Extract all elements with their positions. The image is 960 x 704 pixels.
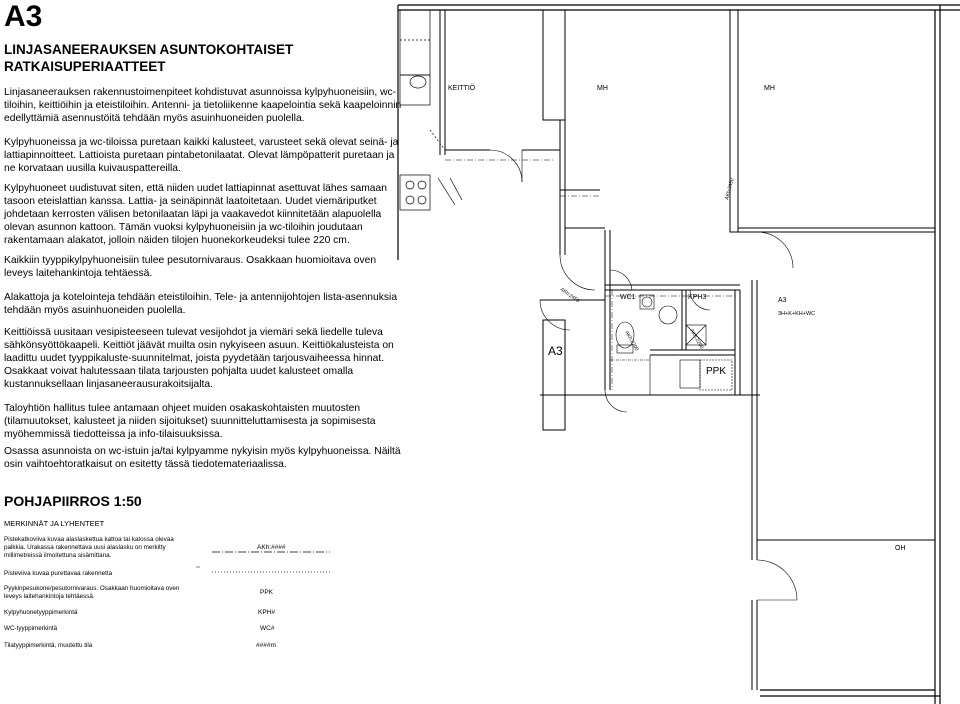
room-label-kitchen: KEITTIÖ <box>448 85 476 92</box>
legend-item-ppk: Pyykinpesukone/pesutornivaraus. Osakkaan huomioitava oven leveys laitehankintoja tehtäessä. <box>4 585 180 600</box>
room-label-wc: WC1 <box>620 294 636 301</box>
room-label-mh-2: MH <box>764 85 775 92</box>
legend-code-kph: KPH# <box>258 609 275 616</box>
ceiling-tag-2: AKh:2200 <box>623 330 640 353</box>
legend-item-wc: WC-tyyppimerkintä <box>4 625 58 632</box>
paragraph-4: Kaikkiin tyyppikylpyhuoneisiin tulee pesutornivaraus. Osakkaan huomioitava oven leveys laitehankintoja tehtäessä. <box>4 255 377 279</box>
bathroom-fixtures <box>610 295 732 395</box>
paragraph-7: Taloyhtiön hallitus tulee antamaan ohjeet muiden osakaskohtaisten muutosten (tilamuutokset, kalusteet ja niiden sijoitukset) suunnitteluttamisesta ja sopimisesta myöhemmissä tiedotteissa ja info-tilaisuuksissa. <box>4 403 376 440</box>
page-title: A3 <box>4 0 43 33</box>
legend-item-ceiling: Pistekatkoviiva kuvaa alaslaskettua kattoa tai katossa olevaa palkkia. Urakassa rakennettava uusi alaslasku on merkitty millimetreissä ilmoitettuna sisämittana. <box>4 536 174 559</box>
legend-heading: MERKINNÄT JA LYHENTEET <box>4 519 105 528</box>
doors <box>490 150 797 600</box>
ceiling-tag-3: AKh:2200 <box>688 328 705 351</box>
paragraph-1: Linjasaneerauksen rakennustoimenpiteet kohdistuvat asunnoissa kylpyhuoneisiin, wc-tiloihin, keittiöihin ja eteistiloihin. Antenni- ja tietoliikenne kaapelointia sekä kaapeloinnin edellyttämiä asennustöitä tehdään myös asuinhuoneiden puolella. <box>4 87 402 124</box>
paragraph-8: Osassa asunnoista on wc-istuin ja/tai kylpyamme nykyisin myös kylpyhuoneissa. Näiltä osin vaihtoehtoratkaisut on esitetty tässä tiedotemateriaalissa. <box>4 446 401 470</box>
legend-code-wc: WC# <box>260 625 275 632</box>
paragraph-2: Kylpyhuoneissa ja wc-tiloissa puretaan kaikki kalusteet, varusteet sekä olevat seinä- ja lattiapinnoitteet. Lattioista puretaan pintabetonilaatat. Olevat lämpöpatterit puretaan ja ne korvataan uusilla kuivauspattereilla. <box>4 137 399 174</box>
paragraph-5: Alakattoja ja kotelointeja tehdään eteistiloihin. Tele- ja antennijohtojen lista-asennuksia tehdään myös asuinhuoneiden puolella. <box>4 292 398 316</box>
room-label-ppk: PPK <box>706 366 727 377</box>
room-label-kph: KPH3 <box>688 294 707 301</box>
paragraph-6: Keittiöissä uusitaan vesipisteeseen tulevat vesijohdot ja viemäri sekä liedelle tuleva sähkönsyöttökaapeli. Keittiöt jäävät muilta osin nykyiseen asuun. Keittiökalusteista on laadittu uudet tyyppikaluste-suunnitelmat, joista pyydetään tarjousvaiheessa hinnat. Osakkaat voivat halutessaan tilata tarjousten pohjalta uudet kalusteet omalla kustannuksellaan linjasaneerausurakoitsijalta. <box>4 327 394 390</box>
plan-heading: POHJAPIIRROS 1:50 <box>4 493 142 509</box>
ceiling-tag-1: AKh:2450 <box>558 286 581 305</box>
heading-line-2: RATKAISUPERIAATTEET <box>4 59 166 74</box>
paragraph-3: Kylpyhuoneet uudistuvat siten, että niiden uudet lattiapinnat asettuvat lähes samaan tasoon eteislattian kanssa. Lattia- ja seinäpinnät laatoitetaan. Uudet viemäriputket johdetaan kerrosten välisen betonilaatan läpi ja vaakavedot kiinnitetään alapuolella olevan asunnon kattoon. Tämän vuoksi kylpyhuoneisiin ja wc-tiloihin joudutaan rakentamaan alakatot, jolloin näiden tilojen huonekorkeudeksi tulee 220 cm. <box>4 183 387 246</box>
ceiling-tag-4: AKh:2450 <box>724 177 736 201</box>
room-label-oh: OH <box>895 545 906 552</box>
legend-code-ppk: PPK <box>260 589 274 596</box>
room-label-apartment: A3 <box>548 344 563 358</box>
legend-item-room: Tilatyyppimerkintä, muutettu tila <box>4 642 93 649</box>
legend-item-demolish: Pisteviiva kuvaa purettavaa rakennetta <box>4 570 113 577</box>
interior-walls <box>440 10 935 690</box>
apartment-type: 3H+K+KH+WC <box>778 311 816 317</box>
legend-item-kph: Kylpyhuonetyyppimerkintä <box>4 609 78 616</box>
apartment-code: A3 <box>778 297 787 304</box>
legend-code-room: ####m <box>256 642 276 649</box>
heading-line-1: LINJASANEERAUKSEN ASUNTOKOHTAISET <box>4 42 294 57</box>
kitchen-cabinets <box>400 10 462 210</box>
legend-code-ceiling: AKh:#### <box>257 544 286 551</box>
room-label-mh-1: MH <box>597 85 608 92</box>
